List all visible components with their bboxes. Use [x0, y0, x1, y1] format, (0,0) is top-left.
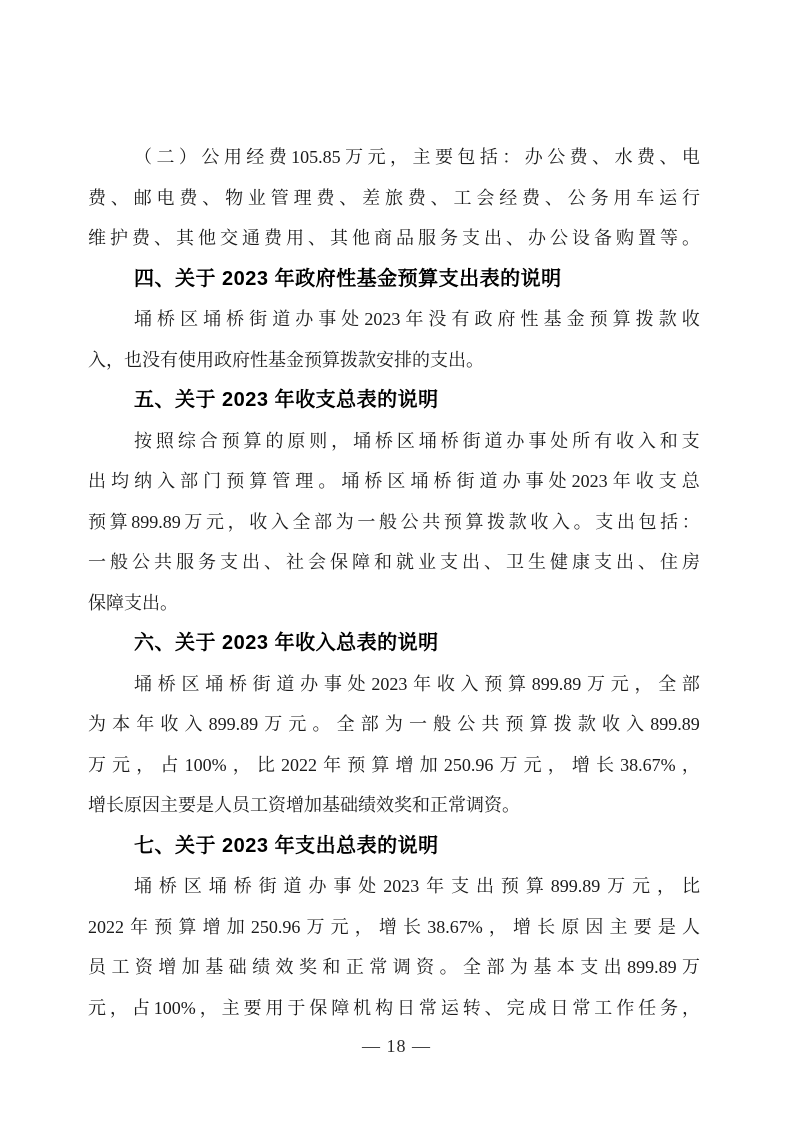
text-line: 埇 桥 区 埇 桥 街 道 办 事 处 2023 年 支 出 预 算 899.89 万 元 ， 比	[134, 876, 700, 896]
text-line: 元 ， 占 100% ， 主 要 用 于 保 障 机 构 日 常 运 转 、 完 成 日 常 工 作 任 务 ，	[88, 997, 700, 1018]
para-section-5	[88, 421, 700, 624]
text-line: 预 算 899.89 万 元 ， 收 入 全 部 为 一 般 公 共 预 算 拨 款 收 入 。 支 出 包 括 ：	[88, 511, 700, 532]
text-line: 员 工 资 增 加 基 础 绩 效 奖 和 正 常 调 资 。 全 部 为 基 本 支 出 899.89 万	[88, 957, 700, 977]
text-line: 一 般 公 共 服 务 支 出 、 社 会 保 障 和 就 业 支 出 、 卫 生 健 康 支 出 、 住 房	[88, 552, 700, 572]
text-line: 埇 桥 区 埇 桥 街 道 办 事 处 2023 年 收 入 预 算 899.89 万 元 ， 全 部	[134, 673, 700, 694]
para-section-6	[88, 664, 700, 826]
heading-section-4	[88, 259, 700, 300]
heading-line: 四、关于 2023 年政府性基金预算支出表的说明	[134, 267, 562, 290]
heading-section-6	[88, 623, 700, 664]
text-line: 入，也没有使用政府性基金预算拨款安排的支出。	[88, 349, 484, 370]
para-section-7	[88, 866, 700, 1028]
heading-section-7	[88, 826, 700, 867]
text-line: 按 照 综 合 预 算 的 原 则 ， 埇 桥 区 埇 桥 街 道 办 事 处 所 有 收 入 和 支	[134, 430, 700, 451]
page-number: — 18 —	[362, 1036, 431, 1056]
text-line: 费 、 邮 电 费 、 物 业 管 理 费 、 差 旅 费 、 工 会 经 费 、 公 务 用 车 运 行	[88, 187, 700, 208]
document-body	[88, 137, 700, 1028]
heading-line: 七、关于 2023 年支出总表的说明	[134, 834, 439, 857]
text-line: 埇 桥 区 埇 桥 街 道 办 事 处 2023 年 没 有 政 府 性 基 金 预 算 拨 款 收	[134, 309, 700, 329]
heading-line: 六、关于 2023 年收入总表的说明	[134, 632, 439, 654]
heading-section-5	[88, 380, 700, 421]
text-line: 2022 年 预 算 增 加 250.96 万 元 ， 增 长 38.67% ， 增 长 原 因 主 要 是 人	[88, 916, 700, 937]
heading-line: 五、关于 2023 年收支总表的说明	[134, 389, 439, 411]
text-line: 为 本 年 收 入 899.89 万 元 。 全 部 为 一 般 公 共 预 算 拨 款 收 入 899.89	[88, 714, 700, 734]
text-line: 增长原因主要是人员工资增加基础绩效奖和正常调资。	[88, 795, 520, 815]
text-line: 维 护 费 、 其 他 交 通 费 用 、 其 他 商 品 服 务 支 出 、 办 公 设 备 购 置 等 。	[88, 228, 700, 248]
text-line: 保障支出。	[88, 592, 178, 613]
text-line: 出 均 纳 入 部 门 预 算 管 理 。 埇 桥 区 埇 桥 街 道 办 事 处 2023 年 收 支 总	[88, 471, 700, 491]
text-line: 万 元 ， 占 100% ， 比 2022 年 预 算 增 加 250.96 万 元 ， 增 长 38.67% ，	[88, 754, 700, 775]
text-line: （ 二 ） 公 用 经 费 105.85 万 元 ， 主 要 包 括 ： 办 公 费 、 水 费 、 电	[134, 147, 700, 167]
para-public-funds	[88, 137, 700, 259]
para-section-4	[88, 299, 700, 380]
